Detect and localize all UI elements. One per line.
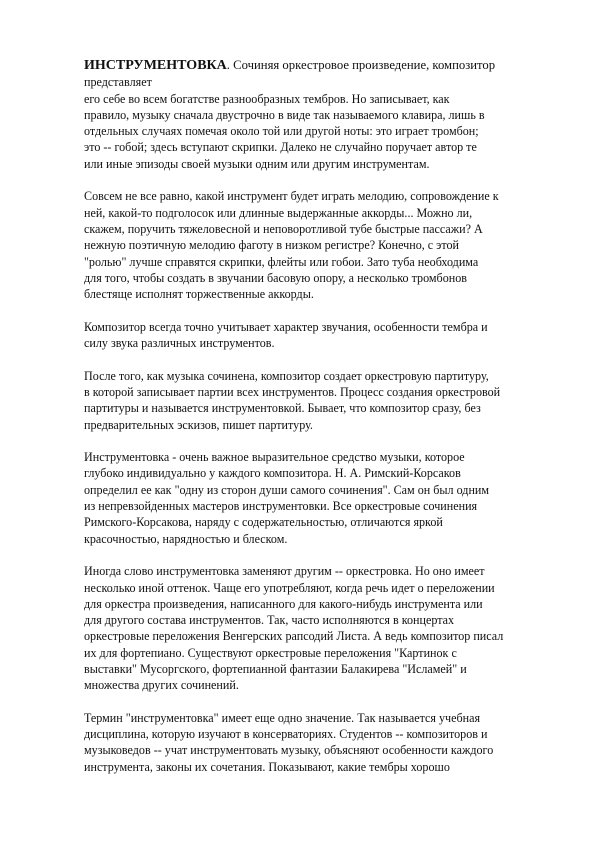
text-line: представляет [84,75,152,90]
text-line: "ролью" лучше справятся скрипки, флейты или гобои. Зато туба необходима [84,254,479,269]
text-line: ней, какой-то подголосок или длинные выдержанные аккорды... Можно ли, [84,205,473,220]
paragraph [84,563,554,693]
text-line: Совсем не все равно, какой инструмент будет играть мелодию, сопровождение к [84,189,499,204]
text-line: предварительных эскизов, пишет партитуру. [84,417,313,432]
text-line: это -- гобой; здесь вступают скрипки. Далеко не случайно поручает автор те [84,140,477,155]
paragraph-intro [84,57,554,172]
heading-line [84,57,554,74]
text-line: несколько иной оттенок. Чаще его употребляют, когда речь идет о переложении [84,580,495,595]
heading-rest: . Сочиняя оркестровое произведение, композитор [226,58,496,72]
text-line: скажем, поручить тяжеловесной и неповоротливой тубе быстрые пассажи? А [84,221,483,236]
text-line: Композитор всегда точно учитывает характер звучания, особенности тембра и [84,319,488,334]
paragraph [84,710,554,775]
document-body [84,57,554,791]
text-line: После того, как музыка сочинена, композитор создает оркестровую партитуру, [84,368,489,383]
text-line: их для фортепиано. Существуют оркестровые переложения "Картинок с [84,645,457,660]
text-line: Иногда слово инструментовка заменяют другим -- оркестровка. Но оно имеет [84,564,485,579]
text-line: нежную поэтичную мелодию фаготу в низком регистре? Конечно, с этой [84,238,460,253]
text-line: в которой записывает партии всех инструментов. Процесс создания оркестровой [84,384,501,399]
heading-term: ИНСТРУМЕНТОВКА [84,58,227,73]
text-line: партитуры и называется инструментовкой. Бывает, что композитор сразу, без [84,401,481,416]
text-line: глубоко индивидуально у каждого композитора. Н. А. Римский-Корсаков [84,466,461,481]
text-line: правило, музыку сначала двустрочно в виде так называемого клавира, лишь в [84,107,485,122]
paragraph [84,449,554,547]
text-line: оркестровые переложения Венгерских рапсодий Листа. А ведь композитор писал [84,629,504,644]
text-line: или иные эпизоды своей музыки одним или другим инструментам. [84,156,430,171]
text-line: из непревзойденных мастеров инструментовки. Все оркестровые сочинения [84,499,478,514]
text-line: музыковедов -- учат инструментовать музыку, объясняют особенности каждого [84,743,494,758]
paragraph [84,368,554,433]
text-line: блестяще исполнят торжественные аккорды. [84,287,314,302]
text-line: выставки" Мусоргского, фортепианной фантазии Балакирева "Исламей" и [84,661,467,676]
text-line: для того, чтобы создать в звучании басовую опору, а несколько тромбонов [84,270,467,285]
text-line: множества других сочинений. [84,678,239,693]
text-line: для оркестра произведения, написанного для какого-нибудь инструмента или [84,596,483,611]
text-line: определил ее как "одну из сторон души самого сочинения". Сам он был одним [84,482,490,497]
text-line: его себе во всем богатстве разнообразных тембров. Но записывает, как [84,91,450,106]
text-line: инструмента, законы их сочетания. Показывают, какие тембры хорошо [84,759,450,774]
text-line: силу звука различных инструментов. [84,336,275,351]
text-line: отдельных случаях помечая около той или другой ноты: это играет тромбон; [84,124,479,139]
text-line: Инструментовка - очень важное выразительное средство музыки, которое [84,450,465,465]
text-line: для другого состава инструментов. Так, часто исполняются в концертах [84,613,455,628]
paragraph [84,319,554,352]
text-line: Римского-Корсакова, наряду с содержательностью, отличаются яркой [84,515,443,530]
paragraph [84,188,554,302]
text-line: красочностью, нарядностью и блеском. [84,531,288,546]
text-line: Термин "инструментовка" имеет еще одно значение. Так называется учебная [84,710,481,725]
text-line: дисциплина, которую изучают в консерваториях. Студентов -- композиторов и [84,727,488,742]
